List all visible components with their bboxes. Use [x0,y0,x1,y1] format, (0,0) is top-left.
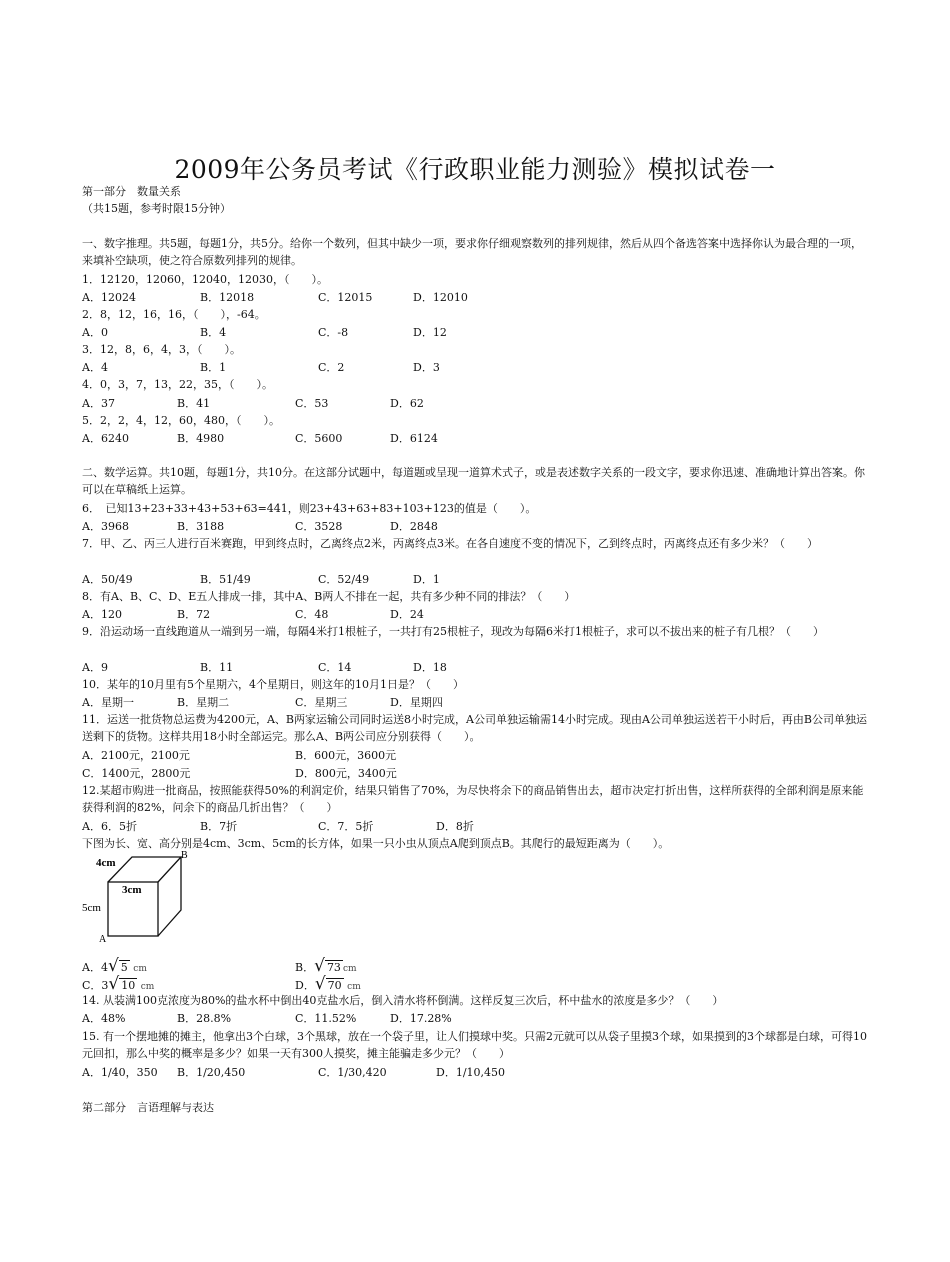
option-c: C．12015 [318,291,373,304]
option-d: D．12010 [413,291,468,304]
option-b: B．星期二 [177,696,230,709]
question-text: 4．0，3，7，13，22，35，（ ）。 [82,378,273,391]
option-a: A．2100元，2100元 [82,749,190,762]
sqrt-sign-icon: √ [108,974,120,994]
option-a: A．0 [82,326,108,339]
option-d: D．24 [390,608,424,621]
option-c: C．-8 [318,326,349,339]
option-c: C．14 [318,661,352,674]
option-d: D．2848 [390,520,438,533]
question-text: 12.某超市购进一批商品，按照能获得50%的利润定价，结果只销售了70%，为尽快将余下的商品销售出去，超市决定打折出售，这样所获得的全部利润是原来能获得利润的82%，问余下的商品几折出售？（ ） [82,784,864,814]
part1-intro: 一、数字推理。共5题，每题1分，共5分。给你一个数列，但其中缺少一项，要求你仔细观察数列的排列规律，然后从四个备选答案中选择你认为最合理的一项，来填补空缺项，使之符合原数列排列的规律。 [82,237,862,267]
sqrt-sign-icon: √ [314,974,326,994]
option-d: D．1 [413,573,440,586]
option-c: C．1400元，2800元 [82,767,191,780]
option-b: B．12018 [200,291,255,304]
question-text: 8．有A、B、C、D、E五人排成一排，其中A、B两人不排在一起，共有多少种不同的排法？（ ） [82,590,576,603]
option-d: D．17.28% [390,1012,452,1025]
option-d: D．6124 [390,432,438,445]
option-c: C．1/30,420 [318,1066,387,1079]
option-d: D．800元，3400元 [295,767,397,780]
option-a: A．120 [82,608,122,621]
option-b: B．600元，3600元 [295,749,397,762]
question-text: 3．12，8，6，4，3，（ ）。 [82,343,241,356]
cuboid-top-face [108,857,181,882]
question-text: 14. 从装满100克浓度为80%的盐水杯中倒出40克盐水后，倒入清水将杯倒满。这样反复三次后，杯中盐水的浓度是多少？（ ） [82,994,724,1007]
option-b: B．4 [200,326,227,339]
option-b: B．11 [200,661,234,674]
radicand: 10 [121,979,136,992]
option-d: D．18 [413,661,447,674]
option-a: A．星期一 [82,696,134,709]
option-c: C．53 [295,397,329,410]
option-a: A．9 [82,661,108,674]
label-height: 5cm [82,902,101,914]
option-b: B．51/49 [200,573,251,586]
question-text: 下图为长、宽、高分别是4cm、3cm、5cm的长方体，如果一只小虫从顶点A爬到顶点B。其爬行的最短距离为（ ）。 [82,837,670,850]
radicand: 73 [326,961,341,974]
option-c: C．3528 [295,520,343,533]
sqrt-sign-icon: √ [107,956,119,976]
question-text: 2．8，12，16，16，（ ），-64。 [82,308,266,321]
option-d: D．8折 [436,820,474,833]
coefficient: 3 [101,979,109,992]
radicand: 5 [120,961,128,974]
unit: cm [347,982,361,992]
option-a: A．50/49 [82,573,133,586]
section-heading: 第一部分 数量关系 [82,185,181,198]
option-b [295,956,357,976]
unit: cm [133,964,147,974]
option-a: A．37 [82,397,115,410]
time-note: （共15题，参考时限15分钟） [82,202,231,215]
option-d: D．3 [413,361,440,374]
option-a: A．4 [82,361,108,374]
option-c: C．5600 [295,432,343,445]
option-a [82,956,147,976]
option-letter: A． [82,961,101,974]
section-heading: 第二部分 言语理解与表达 [82,1101,214,1114]
option-b: B．4980 [177,432,225,445]
question-text: 7．甲、乙、丙三人进行百米赛跑，甲到终点时，乙离终点2米，丙离终点3米。在各自速度不变的情况下，乙到终点时，丙离终点还有多少米？（ ） [82,537,818,550]
question-text: 6． 已知13+23+33+43+53+63=441，则23+43+63+83+103+123的值是（ ）。 [82,502,537,515]
document-title: 2009年公务员考试《行政职业能力测验》模拟试卷一 [174,155,776,184]
question-text: 5．2，2，4，12，60，480，（ ）。 [82,414,280,427]
question-text: 10．某年的10月里有5个星期六，4个星期日，则这年的10月1日是？（ ） [82,678,464,691]
question-text: 1．12120，12060，12040，12030，（ ）。 [82,273,328,286]
option-b: B．41 [177,397,211,410]
option-c: C．7．5折 [318,820,374,833]
unit: cm [342,964,357,974]
option-a: A．3968 [82,520,129,533]
option-c: C．52/49 [318,573,370,586]
option-c: C．48 [295,608,329,621]
option-d: D．62 [390,397,424,410]
option-c: C．11.52% [295,1012,357,1025]
option-a: A．6240 [82,432,129,445]
radicand: 70 [327,979,342,992]
option-d [295,974,361,994]
option-b: B．72 [177,608,211,621]
option-d: D．星期四 [390,696,443,709]
part2-intro: 二、数学运算。共10题，每题1分，共10分。在这部分试题中，每道题或呈现一道算术式子，或是表述数字关系的一段文字，要求你迅速、准确地计算出答案。你可以在草稿纸上运算。 [82,466,865,496]
option-a: A．48% [82,1012,126,1025]
option-c [82,974,154,994]
vertex-a-label: A [99,934,107,945]
option-b: B．1/20,450 [177,1066,246,1079]
cuboid-figure [80,848,195,946]
question-text: 15. 有一个摆地摊的摊主，他拿出3个白球，3个黑球，放在一个袋子里，让人们摸球中奖。只需2元就可以从袋子里摸3个球，如果摸到的3个球都是白球，可得10元回扣，那么中奖的概率是多少？如果一天有300人摸奖，摊主能骗走多少元？（ ） [82,1030,867,1060]
label-width: 3cm [122,884,142,896]
option-b: B．1 [200,361,227,374]
option-letter: D． [295,979,315,992]
option-letter: C． [82,979,102,992]
question-text: 11．运送一批货物总运费为4200元，A、B两家运输公司同时运送8小时完成，A公司单独运输需14小时完成。现由A公司单独运送若干小时后，再由B公司单独运送剩下的货物。这样共用18小时全部运完。那么A、B两公司应分别获得（ ）。 [82,713,867,743]
coefficient: 4 [100,961,108,974]
option-a: A．6．5折 [82,820,137,833]
sqrt-sign-icon: √ [314,956,325,976]
option-d: D．12 [413,326,447,339]
label-length: 4cm [96,857,116,869]
vertex-b-label: B [181,850,188,861]
option-c: C．星期三 [295,696,348,709]
option-letter: B． [295,961,315,974]
option-b: B．7折 [200,820,238,833]
question-text: 9．沿运动场一直线跑道从一端到另一端，每隔4米打1根桩子，一共打有25根桩子，现改为每隔6米打1根桩子，求可以不拔出来的桩子有几根？（ ） [82,625,824,638]
option-c: C．2 [318,361,345,374]
unit: cm [140,982,155,992]
option-d: D．1/10,450 [436,1066,506,1079]
option-b: B．28.8% [177,1012,232,1025]
option-a: A．12024 [82,291,136,304]
option-a: A．1/40，350 [82,1066,158,1079]
option-b: B．3188 [177,520,225,533]
